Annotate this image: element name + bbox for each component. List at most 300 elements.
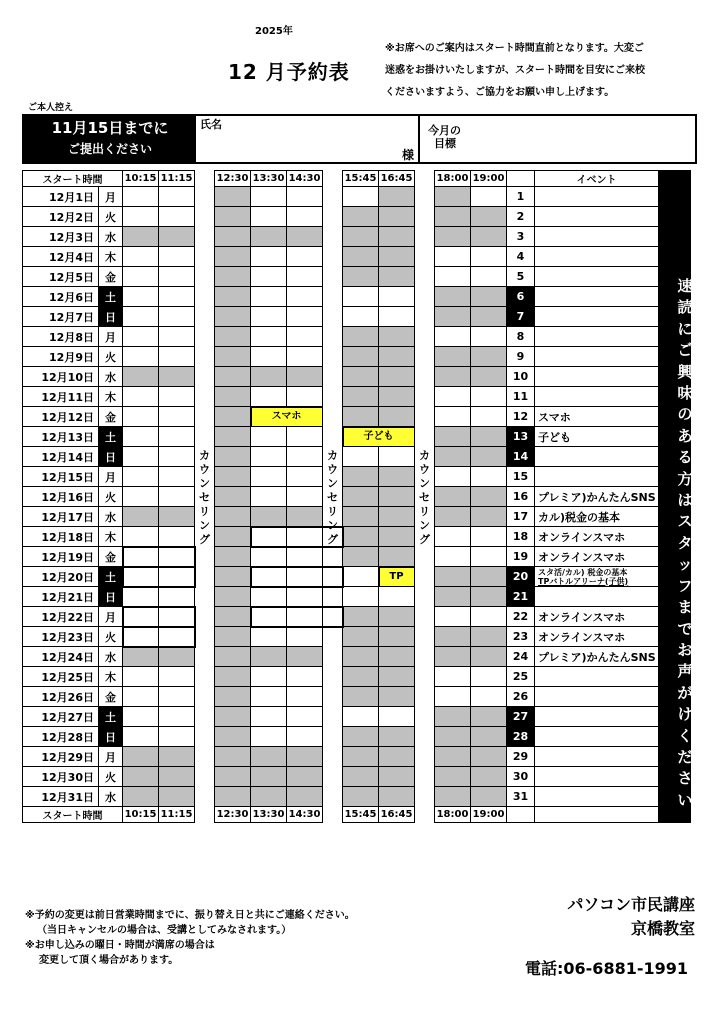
slot-cell[interactable]	[287, 627, 323, 647]
slot-cell	[215, 427, 251, 447]
table-row	[23, 487, 691, 507]
counseling-column	[195, 807, 215, 823]
event-cell	[535, 247, 659, 267]
slot-cell[interactable]	[435, 247, 471, 267]
counseling-column	[195, 767, 215, 787]
slot-cell[interactable]	[159, 687, 195, 707]
slot-cell[interactable]	[123, 387, 159, 407]
slot-cell	[215, 447, 251, 467]
slot-cell	[215, 767, 251, 787]
slot-cell[interactable]	[159, 667, 195, 687]
phone-number: 電話:06-6881-1991	[525, 959, 689, 978]
slot-cell[interactable]	[287, 427, 323, 447]
slot-cell[interactable]	[287, 187, 323, 207]
day-number: 20	[507, 567, 535, 587]
slot-cell	[435, 587, 471, 607]
slot-cell[interactable]	[471, 467, 507, 487]
slot-cell[interactable]	[471, 547, 507, 567]
slot-cell	[379, 667, 415, 687]
slot-cell	[123, 227, 159, 247]
slot-cell	[159, 367, 195, 387]
slot-cell[interactable]	[251, 387, 287, 407]
slot-cell[interactable]	[251, 207, 287, 227]
slot-cell[interactable]	[123, 587, 159, 607]
date-cell: 12月19日	[23, 547, 99, 567]
event-cell	[535, 307, 659, 327]
slot-cell[interactable]	[159, 407, 195, 427]
slot-cell	[215, 727, 251, 747]
date-cell: 12月18日	[23, 527, 99, 547]
day-number: 28	[507, 727, 535, 747]
counseling-column	[415, 407, 435, 427]
slot-cell[interactable]	[123, 307, 159, 327]
slot-cell	[287, 507, 323, 527]
event-cell	[535, 347, 659, 367]
slot-cell[interactable]	[251, 287, 287, 307]
slot-cell[interactable]	[343, 567, 379, 587]
org-line: 京橋教室	[630, 919, 695, 938]
day-number: 6	[507, 287, 535, 307]
weekday-cell: 日	[99, 587, 123, 607]
side-message-char: で	[677, 619, 693, 638]
slot-cell[interactable]	[471, 387, 507, 407]
counseling-column	[415, 207, 435, 227]
slot-cell[interactable]	[287, 667, 323, 687]
slot-cell[interactable]	[251, 267, 287, 287]
slot-cell	[215, 507, 251, 527]
honorific-label: 様	[402, 148, 415, 162]
slot-cell[interactable]	[251, 467, 287, 487]
slot-cell	[379, 247, 415, 267]
weekday-cell: 水	[99, 227, 123, 247]
weekday-cell: 土	[99, 567, 123, 587]
counseling-column	[323, 407, 343, 427]
slot-cell[interactable]	[435, 547, 471, 567]
slot-cell[interactable]	[123, 487, 159, 507]
day-number: 2	[507, 207, 535, 227]
day-number: 29	[507, 747, 535, 767]
day-number: 25	[507, 667, 535, 687]
slot-cell[interactable]	[123, 727, 159, 747]
weekday-cell: 土	[99, 707, 123, 727]
counseling-column	[415, 547, 435, 567]
slot-cell[interactable]	[251, 427, 287, 447]
side-banner	[659, 187, 691, 207]
counseling-column	[415, 247, 435, 267]
slot-cell[interactable]	[123, 247, 159, 267]
slot-cell	[379, 607, 415, 627]
slot-cell[interactable]	[435, 467, 471, 487]
weekday-cell: 水	[99, 787, 123, 807]
counseling-column	[415, 647, 435, 667]
slot-cell[interactable]	[159, 247, 195, 267]
slot-cell[interactable]	[251, 627, 287, 647]
event-cell	[535, 387, 659, 407]
slot-cell[interactable]	[379, 587, 415, 607]
counseling-column	[195, 727, 215, 747]
counseling-column	[323, 387, 343, 407]
side-message-char: 方	[677, 469, 693, 488]
slot-cell[interactable]	[123, 267, 159, 287]
slot-cell[interactable]	[435, 327, 471, 347]
side-message-char: が	[677, 683, 693, 702]
day-number: 16	[507, 487, 535, 507]
counseling-column	[323, 727, 343, 747]
time-header: 10:15	[123, 807, 159, 823]
slot-cell[interactable]	[435, 267, 471, 287]
table-row	[23, 387, 691, 407]
counseling-column	[415, 267, 435, 287]
slot-cell	[343, 787, 379, 807]
slot-cell[interactable]	[471, 267, 507, 287]
time-header: 16:45	[379, 807, 415, 823]
counseling-label: カウンセリング	[327, 448, 338, 546]
counseling-column	[195, 687, 215, 707]
slot-cell	[471, 587, 507, 607]
slot-cell	[379, 227, 415, 247]
slot-cell[interactable]	[159, 467, 195, 487]
slot-cell[interactable]	[123, 407, 159, 427]
side-message-char: は	[677, 491, 693, 510]
slot-cell[interactable]	[343, 447, 379, 467]
slot-cell[interactable]	[251, 327, 287, 347]
slot-cell	[343, 767, 379, 787]
table-footer-row	[23, 807, 691, 823]
slot-cell[interactable]	[159, 727, 195, 747]
side-message-char: さ	[677, 769, 693, 788]
date-cell: 12月6日	[23, 287, 99, 307]
slot-cell[interactable]	[251, 707, 287, 727]
event-line: TPバトルアリーナ(子供)	[538, 576, 629, 586]
slot-cell	[435, 227, 471, 247]
start-time-header: スタート時間	[23, 807, 123, 823]
slot-cell[interactable]	[471, 527, 507, 547]
date-cell: 12月4日	[23, 247, 99, 267]
time-header: 11:15	[159, 807, 195, 823]
speed-reading-message	[670, 276, 700, 833]
slot-cell[interactable]	[287, 587, 323, 607]
slot-cell[interactable]	[159, 207, 195, 227]
slot-cell	[471, 567, 507, 587]
slot-cell[interactable]	[251, 347, 287, 367]
slot-cell	[215, 227, 251, 247]
counseling-column	[323, 667, 343, 687]
event-cell: オンラインスマホ	[535, 607, 659, 627]
counseling-column	[195, 327, 215, 347]
slot-cell[interactable]	[123, 327, 159, 347]
slot-cell[interactable]	[343, 587, 379, 607]
notice-line: くださいますよう、ご協力をお願い申し上げます。	[385, 87, 615, 98]
slot-cell[interactable]	[123, 447, 159, 467]
slot-cell	[379, 787, 415, 807]
slot-cell[interactable]	[435, 667, 471, 687]
slot-cell[interactable]	[159, 307, 195, 327]
slot-cell[interactable]	[159, 587, 195, 607]
slot-cell[interactable]	[379, 287, 415, 307]
footer-note: 変更して頂く場合があります。	[39, 955, 179, 966]
weekday-cell: 土	[99, 427, 123, 447]
slot-cell[interactable]	[123, 667, 159, 687]
counseling-column	[415, 567, 435, 587]
weekday-cell: 土	[99, 287, 123, 307]
day-number: 18	[507, 527, 535, 547]
footer-note: ※お申し込みの曜日・時間が満席の場合は	[25, 940, 215, 951]
event-cell: カル)税金の基本	[535, 507, 659, 527]
slot-cell[interactable]	[343, 187, 379, 207]
slot-cell	[379, 407, 415, 427]
counseling-column	[323, 687, 343, 707]
slot-cell[interactable]	[435, 387, 471, 407]
slot-cell[interactable]	[287, 327, 323, 347]
school-name	[540, 893, 695, 941]
slot-cell[interactable]	[159, 327, 195, 347]
slot-cell[interactable]	[435, 407, 471, 427]
table-row	[23, 287, 691, 307]
counseling-label: カウンセリング	[419, 448, 430, 546]
slot-cell[interactable]	[471, 247, 507, 267]
slot-cell[interactable]	[379, 307, 415, 327]
counseling-column	[195, 647, 215, 667]
slot-cell	[159, 227, 195, 247]
slot-cell	[215, 267, 251, 287]
counseling-column	[415, 787, 435, 807]
number-header	[507, 807, 535, 823]
counseling-column	[195, 267, 215, 287]
slot-cell[interactable]	[159, 447, 195, 467]
counseling-label: カウンセリング	[199, 448, 210, 546]
slot-cell[interactable]	[287, 547, 323, 567]
slot-cell	[215, 707, 251, 727]
slot-cell[interactable]	[159, 387, 195, 407]
day-number: 15	[507, 467, 535, 487]
table-row	[23, 687, 691, 707]
slot-cell	[215, 187, 251, 207]
slot-cell[interactable]	[471, 407, 507, 427]
slot-cell[interactable]	[287, 247, 323, 267]
slot-cell	[215, 287, 251, 307]
slot-cell[interactable]	[123, 347, 159, 367]
slot-cell[interactable]	[251, 307, 287, 327]
counseling-column	[195, 607, 215, 627]
side-message-char: 。	[677, 812, 693, 831]
table-row	[23, 327, 691, 347]
slot-cell[interactable]	[159, 267, 195, 287]
day-number: 21	[507, 587, 535, 607]
event-header: イベント	[535, 171, 659, 187]
highlight-box	[122, 606, 196, 628]
counseling-column	[195, 207, 215, 227]
slot-cell	[379, 507, 415, 527]
slot-cell[interactable]	[159, 487, 195, 507]
event-cell	[535, 787, 659, 807]
side-message-char: 読	[677, 298, 693, 317]
slot-cell[interactable]	[379, 447, 415, 467]
slot-cell	[251, 787, 287, 807]
slot-cell[interactable]	[123, 467, 159, 487]
slot-cell[interactable]	[435, 527, 471, 547]
slot-cell[interactable]	[123, 207, 159, 227]
slot-cell[interactable]	[159, 187, 195, 207]
slot-cell[interactable]	[287, 387, 323, 407]
slot-cell[interactable]	[251, 727, 287, 747]
slot-cell[interactable]	[251, 247, 287, 267]
slot-cell[interactable]	[251, 547, 287, 567]
day-number: 27	[507, 707, 535, 727]
footer-note: ※予約の変更は前日営業時間までに、振り替え日と共にご連絡ください。	[25, 910, 355, 921]
footer-note: （当日キャンセルの場合は、受講としてみなされます。）	[37, 925, 292, 936]
counseling-column	[323, 187, 343, 207]
slot-cell[interactable]	[287, 467, 323, 487]
side-banner	[659, 227, 691, 247]
counseling-column	[323, 227, 343, 247]
time-header: 15:45	[343, 807, 379, 823]
highlight-box	[250, 606, 344, 628]
slot-cell	[471, 227, 507, 247]
slot-cell[interactable]	[159, 287, 195, 307]
slot-cell[interactable]	[251, 447, 287, 467]
counseling-column	[195, 347, 215, 367]
goal-line: 目標	[434, 137, 456, 150]
slot-cell[interactable]	[435, 687, 471, 707]
slot-cell[interactable]	[471, 327, 507, 347]
slot-cell[interactable]	[287, 447, 323, 467]
counseling-column	[415, 347, 435, 367]
slot-cell	[215, 787, 251, 807]
event-cell: 子ども	[535, 427, 659, 447]
slot-cell[interactable]	[343, 287, 379, 307]
table-row	[23, 247, 691, 267]
slot-cell	[343, 267, 379, 287]
day-number: 1	[507, 187, 535, 207]
slot-cell	[379, 727, 415, 747]
counseling-column	[415, 327, 435, 347]
slot-cell[interactable]	[251, 487, 287, 507]
weekday-cell: 水	[99, 507, 123, 527]
slot-cell[interactable]	[471, 187, 507, 207]
slot-cell	[435, 187, 471, 207]
divider	[418, 114, 420, 164]
day-number: 22	[507, 607, 535, 627]
event-cell	[535, 327, 659, 347]
counseling-column	[415, 807, 435, 823]
slot-cell[interactable]	[123, 707, 159, 727]
slot-cell[interactable]	[471, 687, 507, 707]
table-row	[23, 647, 691, 667]
date-cell: 12月25日	[23, 667, 99, 687]
slot-cell[interactable]	[287, 487, 323, 507]
slot-cell[interactable]	[123, 287, 159, 307]
slot-cell	[379, 387, 415, 407]
day-number: 7	[507, 307, 535, 327]
slot-cell[interactable]	[287, 207, 323, 227]
slot-cell	[471, 627, 507, 647]
slot-cell	[343, 747, 379, 767]
slot-cell[interactable]	[287, 707, 323, 727]
slot-cell[interactable]	[123, 187, 159, 207]
slot-cell	[343, 487, 379, 507]
counseling-column	[195, 247, 215, 267]
slot-cell[interactable]	[471, 667, 507, 687]
side-banner	[659, 207, 691, 227]
slot-cell[interactable]	[343, 307, 379, 327]
reservation-table	[22, 170, 691, 823]
notice-line: ※お席へのご案内はスタート時間直前となります。大変ご	[385, 43, 644, 54]
slot-cell	[215, 587, 251, 607]
counseling-column	[323, 287, 343, 307]
slot-cell	[343, 547, 379, 567]
slot-cell	[343, 507, 379, 527]
slot-cell	[159, 787, 195, 807]
counseling-column	[195, 667, 215, 687]
page-title: 12 月予約表	[228, 60, 350, 84]
counseling-column	[323, 707, 343, 727]
date-cell: 12月31日	[23, 787, 99, 807]
slot-cell[interactable]	[343, 707, 379, 727]
event-cell: スマホ	[535, 407, 659, 427]
slot-tag: スマホ	[251, 407, 323, 427]
slot-cell	[251, 647, 287, 667]
slot-cell[interactable]	[251, 687, 287, 707]
counseling-column	[323, 767, 343, 787]
slot-cell[interactable]	[287, 687, 323, 707]
slot-cell[interactable]	[123, 687, 159, 707]
event-cell	[535, 447, 659, 467]
slot-cell	[471, 367, 507, 387]
slot-cell[interactable]	[435, 607, 471, 627]
slot-cell	[215, 687, 251, 707]
slot-cell[interactable]	[287, 727, 323, 747]
date-cell: 12月28日	[23, 727, 99, 747]
slot-cell[interactable]	[287, 347, 323, 367]
event-cell	[535, 287, 659, 307]
year-label: 2025年	[255, 26, 293, 37]
slot-cell[interactable]	[251, 667, 287, 687]
slot-cell[interactable]	[159, 707, 195, 727]
slot-cell[interactable]	[471, 607, 507, 627]
slot-cell[interactable]	[379, 707, 415, 727]
slot-cell[interactable]	[159, 347, 195, 367]
day-number: 9	[507, 347, 535, 367]
time-header: 18:00	[435, 171, 471, 187]
slot-cell	[471, 767, 507, 787]
slot-cell[interactable]	[159, 527, 195, 547]
slot-cell[interactable]	[287, 287, 323, 307]
slot-cell[interactable]	[123, 427, 159, 447]
number-header	[507, 171, 535, 187]
table-row	[23, 347, 691, 367]
slot-cell[interactable]	[251, 587, 287, 607]
counseling-column	[195, 567, 215, 587]
slot-cell[interactable]	[251, 187, 287, 207]
slot-cell[interactable]	[287, 307, 323, 327]
date-cell: 12月30日	[23, 767, 99, 787]
weekday-cell: 月	[99, 327, 123, 347]
counseling-column	[415, 767, 435, 787]
slot-tag: TP	[379, 567, 415, 587]
slot-cell	[123, 507, 159, 527]
date-cell: 12月23日	[23, 627, 99, 647]
day-number: 31	[507, 787, 535, 807]
monthly-goal-label	[428, 124, 461, 150]
slot-cell	[471, 427, 507, 447]
slot-cell[interactable]	[287, 267, 323, 287]
weekday-cell: 木	[99, 247, 123, 267]
event-cell	[535, 667, 659, 687]
counseling-column	[195, 307, 215, 327]
slot-cell[interactable]	[123, 527, 159, 547]
side-message-char: だ	[677, 747, 693, 766]
slot-cell[interactable]	[159, 427, 195, 447]
